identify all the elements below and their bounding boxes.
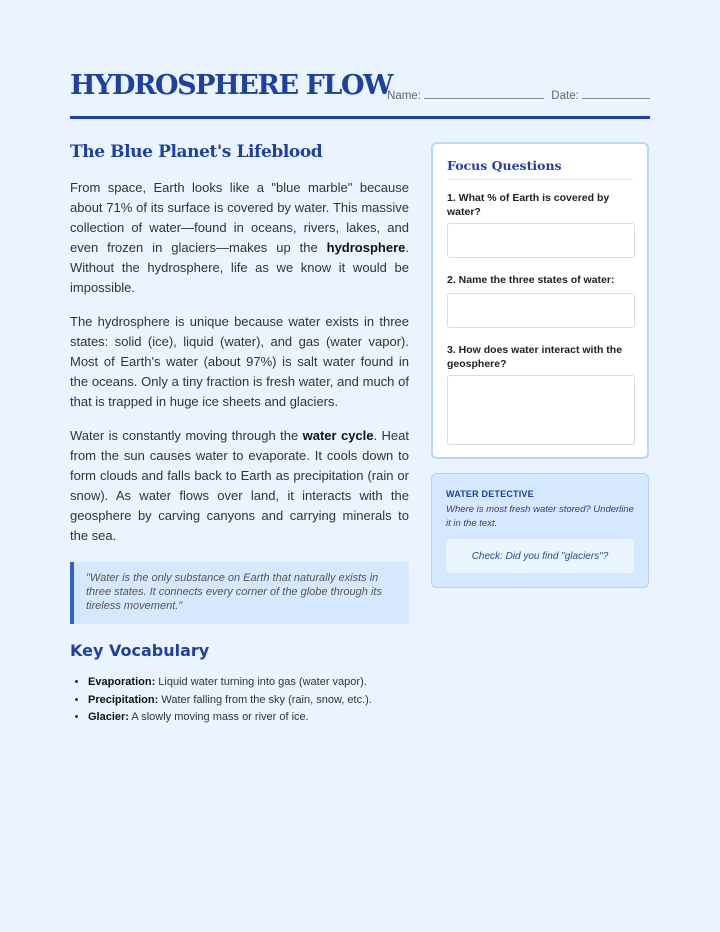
paragraph-1 xyxy=(70,178,409,298)
section-heading: The Blue Planet's Lifeblood xyxy=(70,142,323,162)
detective-check: Check: Did you find "glaciers"? xyxy=(446,539,634,573)
detective-title: WATER DETECTIVE xyxy=(446,489,534,499)
paragraph-3-text: Water is constantly moving through the xyxy=(70,428,303,443)
header-divider xyxy=(70,116,650,119)
name-label: Name: xyxy=(387,90,421,102)
answer-box-2[interactable] xyxy=(447,293,635,328)
vocab-term: Evaporation: xyxy=(88,676,156,688)
page-title: HYDROSPHERE FLOW xyxy=(70,70,393,101)
list-item xyxy=(88,692,409,710)
vocab-term: Precipitation: xyxy=(88,693,159,706)
question-3: 3. How does water interact with the geosphere? xyxy=(447,344,623,370)
paragraph-3-text-end: . Heat from the sun causes water to evaporate. It cools down to form clouds and falls back to Earth as precipitation (rain or snow). As water flows over land, it interacts with the geosphere by carving canyons and carrying minerals to the sea. xyxy=(70,428,409,543)
list-item xyxy=(88,709,409,727)
date-blank[interactable] xyxy=(582,88,650,99)
name-date-fields xyxy=(387,88,650,102)
paragraph-2: The hydrosphere is unique because water exists in three states: solid (ice), liquid (water), and gas (water vapor). Most of Earth's water (about 97%) is salt water found in the oceans. Only a tiny fraction is fresh water, and much of that is trapped in huge ice sheets and glaciers. xyxy=(70,314,409,409)
vocab-heading: Key Vocabulary xyxy=(70,641,210,660)
vocab-definition: Liquid water turning into gas (water vapor). xyxy=(155,676,367,688)
list-item xyxy=(88,674,409,692)
date-label: Date: xyxy=(551,90,579,102)
water-detective-card xyxy=(431,473,649,588)
vocab-term: Glacier: xyxy=(88,711,129,723)
answer-box-1[interactable] xyxy=(447,223,635,258)
term-water-cycle: water cycle xyxy=(302,428,374,443)
name-blank[interactable] xyxy=(424,88,544,99)
detective-prompt: Where is most fresh water stored? Underline it in the text. xyxy=(446,504,634,529)
paragraph-3 xyxy=(70,426,409,546)
focus-questions-title: Focus Questions xyxy=(447,158,633,180)
vocab-definition: A slowly moving mass or river of ice. xyxy=(128,711,309,723)
header xyxy=(70,70,650,120)
question-1: 1. What % of Earth is covered by water? xyxy=(447,192,610,218)
vocab-list xyxy=(70,674,409,727)
question-2: 2. Name the three states of water: xyxy=(447,274,615,286)
vocab-definition: Water falling from the sky (rain, snow, etc.). xyxy=(158,693,372,706)
worksheet-page xyxy=(70,0,650,932)
focus-questions-card xyxy=(431,142,649,459)
pull-quote: "Water is the only substance on Earth that naturally exists in three states. It connects every corner of the globe through its tireless movement." xyxy=(70,562,409,624)
paragraph-1-text-end: . Without the hydrosphere, life as we know it would be impossible. xyxy=(70,240,409,295)
paragraph-1-text: From space, Earth looks like a "blue marble" because about 71% of its surface is covered by water. This massive collection of water—found in oceans, rivers, lakes, and even frozen in glaciers—makes up the xyxy=(70,180,409,255)
answer-box-3[interactable] xyxy=(447,375,635,445)
term-hydrosphere: hydrosphere xyxy=(326,240,406,255)
main-content xyxy=(70,142,409,727)
